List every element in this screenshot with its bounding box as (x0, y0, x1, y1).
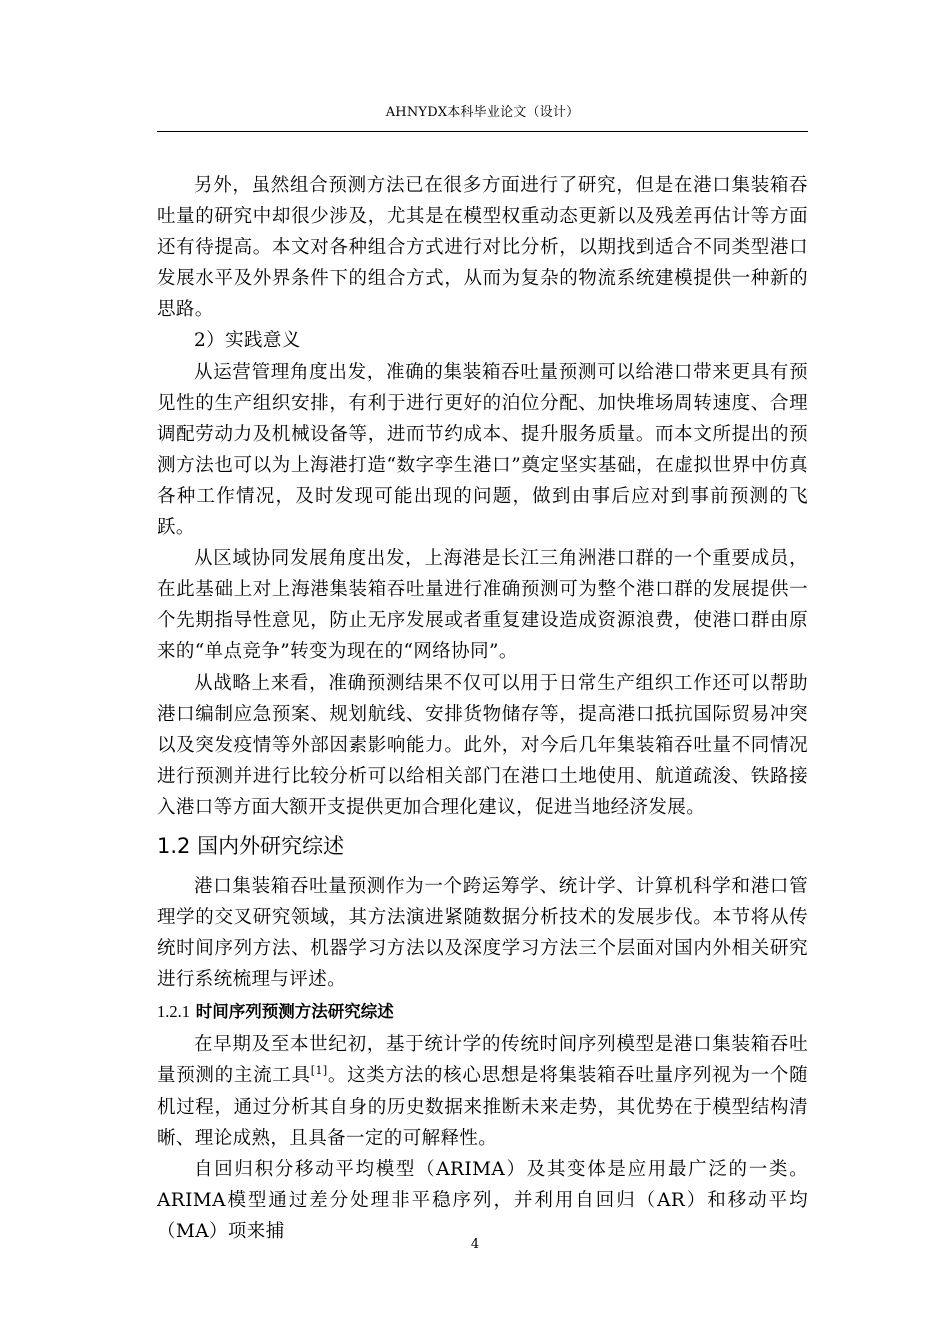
paragraph-combination-methods: 另外，虽然组合预测方法已在很多方面进行了研究，但是在港口集装箱吞吐量的研究中却很少涉及，尤其是在模型权重动态更新以及残差再估计等方面还有待提高。本文对各种组合方式进行对比分析，以期找到适合不同类型港口发展水平及外界条件下的组合方式，从而为复杂的物流系统建模提供一种新的思路。 (157, 175, 808, 321)
header-rule (157, 131, 808, 132)
running-header: AHNYDX本科毕业论文（设计） (385, 105, 580, 120)
time-series-text-a: 在早期及至本世纪初，基于统计学的传统时间序列模型是港口集装箱吞吐量预测的主流工具 (157, 1034, 808, 1087)
paragraph-regional: 从区域协同发展角度出发，上海港是长江三角洲港口群的一个重要成员，在此基础上对上海港集装箱吞吐量进行准确预测可为整个港口群的发展提供一个先期指导性意见，防止无序发展或者重复建设造成资源浪费，使港口群由原来的“单点竞争”转变为现在的“网络协同”。 (157, 548, 808, 663)
practical-significance-label: 2）实践意义 (194, 330, 301, 352)
paragraph-time-series (157, 1029, 808, 1153)
section-intro: 港口集装箱吞吐量预测作为一个跨运筹学、统计学、计算机科学和港口管理学的交叉研究领域，其方法演进紧随数据分析技术的发展步伐。本节将从传统时间序列方法、机器学习方法以及深度学习方法三个层面对国内外相关研究进行系统梳理与评述。 (157, 875, 808, 991)
subsection-heading (157, 999, 808, 1025)
page-body (157, 170, 808, 1247)
paragraph-operations: 从运营管理角度出发，准确的集装箱吞吐量预测可以给港口带来更具有预见性的生产组织安排，有利于进行更好的泊位分配、加快堆场周转速度、合理调配劳动力及机械设备等，进而节约成本、提升服务质量。而本文所提出的预测方法也可以为上海港打造“数字孪生港口”奠定坚实基础，在虚拟世界中仿真各种工作情况，及时发现可能出现的问题，做到由事后应对到事前预测的飞跃。 (157, 361, 808, 539)
paragraph-arima: 自回归积分移动平均模型（ARIMA）及其变体是应用最广泛的一类。ARIMA模型通过差分处理非平稳序列，并利用自回归（AR）和移动平均（MA）项来捕 (157, 1158, 808, 1242)
subsection-title: 时间序列预测方法研究综述 (195, 1002, 394, 1022)
citation-ref[interactable]: [1] (310, 1064, 328, 1078)
paragraph-strategic: 从战略上来看，准确预测结果不仅可以用于日常生产组织工作还可以帮助港口编制应急预案、规划航线、安排货物储存等，提高港口抵抗国际贸易冲突以及突发疫情等外部因素影响能力。此外，对今后几年集装箱吞吐量不同情况进行预测并进行比较分析可以给相关部门在港口土地使用、航道疏浚、铁路接入港口等方面大额开支提供更加合理化建议，促进当地经济发展。 (157, 672, 808, 818)
page-number: 4 (470, 1237, 480, 1252)
time-series-text-b: 。这类方法的核心思想是将集装箱吞吐量序列视为一个随机过程，通过分析其自身的历史数据来推断未来走势，其优势在于模型结构清晰、理论成熟，且具备一定的可解释性。 (157, 1065, 808, 1149)
section-heading: 1.2 国内外研究综述 (157, 833, 345, 858)
subsection-number: 1.2.1 (157, 1002, 190, 1022)
